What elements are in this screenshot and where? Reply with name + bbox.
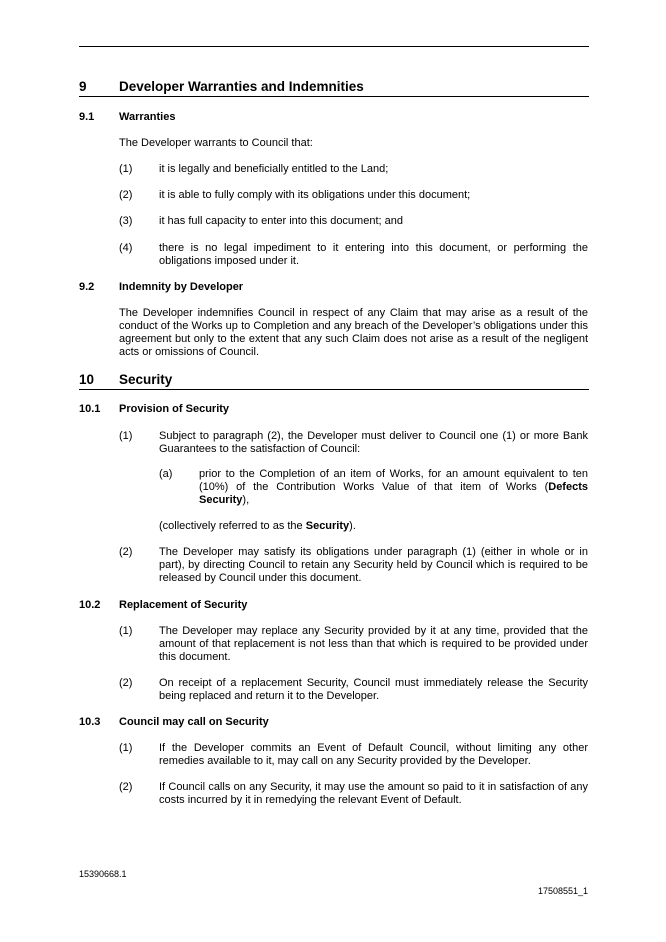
footer-doc-id-left: 15390668.1 — [79, 869, 127, 879]
subitem-text: prior to the Completion of an item of Works, for an amount equivalent to ten (10%) of the Contribution Works Value of that item of Works (Defects Security), — [199, 468, 588, 506]
clause-10-1-title: Provision of Security — [119, 403, 230, 415]
item-text: it is able to fully comply with its obligations under this document; — [159, 189, 471, 201]
defects-security-term: Defects Security — [199, 481, 588, 506]
item-text: If the Developer commits an Event of Default Council, without limiting any other remedies available to it, may call on any Security provided by the Developer. — [159, 742, 588, 767]
item-text: The Developer may satisfy its obligations under paragraph (1) (either in whole or in part), by directing Council to retain any Security held by Council which is required to be released by Council under this document. — [159, 546, 588, 584]
section-9-title: Developer Warranties and Indemnities — [119, 79, 364, 94]
item-number: (2) — [119, 546, 133, 558]
item-text: Subject to paragraph (2), the Developer must deliver to Council one (1) or more Bank Guarantees to the satisfaction of Council: — [159, 430, 588, 455]
header-rule — [79, 46, 589, 47]
section-10-number: 10 — [79, 372, 95, 387]
item-number: (4) — [119, 242, 133, 254]
section-9-number: 9 — [79, 79, 87, 94]
section-9-rule — [79, 96, 589, 97]
collective-definition: (collectively referred to as the Security). — [159, 520, 356, 532]
subitem-number: (a) — [159, 468, 173, 480]
item-text: The Developer may replace any Security provided by it at any time, provided that the amount of that replacement is not less than that which is required to be provided under this document. — [159, 625, 588, 663]
clause-9-2-text: The Developer indemnifies Council in respect of any Claim that may arise as a result of the conduct of the Works up to Completion and any breach of the Developer’s obligations under this agreement but only to the extent that any such Claim does not arise as a result of the negligent acts or omissions of Council. — [119, 307, 588, 358]
clause-9-2-title: Indemnity by Developer — [119, 281, 244, 293]
item-text: there is no legal impediment to it entering into this document, or performing the obligations imposed under it. — [159, 242, 588, 267]
clause-10-3-number: 10.3 — [79, 716, 101, 728]
section-10-rule — [79, 389, 589, 390]
clause-9-1-title: Warranties — [119, 111, 176, 123]
clause-10-2-number: 10.2 — [79, 599, 101, 611]
section-10-title: Security — [119, 372, 173, 387]
clause-9-2-number: 9.2 — [79, 281, 95, 293]
item-number: (1) — [119, 625, 133, 637]
clause-10-1-number: 10.1 — [79, 403, 101, 415]
item-text: If Council calls on any Security, it may use the amount so paid to it in satisfaction of any costs incurred by it in remedying the relevant Event of Default. — [159, 781, 588, 806]
item-number: (2) — [119, 781, 133, 793]
item-text: it has full capacity to enter into this document; and — [159, 215, 403, 227]
clause-9-1-intro: The Developer warrants to Council that: — [119, 137, 313, 149]
clause-9-1-number: 9.1 — [79, 111, 95, 123]
item-text: it is legally and beneficially entitled to the Land; — [159, 163, 389, 175]
item-number: (1) — [119, 430, 133, 442]
footer-doc-id-right: 17508551_1 — [537, 886, 588, 896]
clause-10-2-title: Replacement of Security — [119, 599, 248, 611]
item-number: (3) — [119, 215, 133, 227]
item-number: (1) — [119, 163, 133, 175]
item-number: (2) — [119, 189, 133, 201]
item-text: On receipt of a replacement Security, Council must immediately release the Security being replaced and return it to the Developer. — [159, 677, 588, 702]
clause-10-3-title: Council may call on Security — [119, 716, 269, 728]
item-number: (2) — [119, 677, 133, 689]
item-number: (1) — [119, 742, 133, 754]
security-term: Security — [305, 520, 350, 532]
